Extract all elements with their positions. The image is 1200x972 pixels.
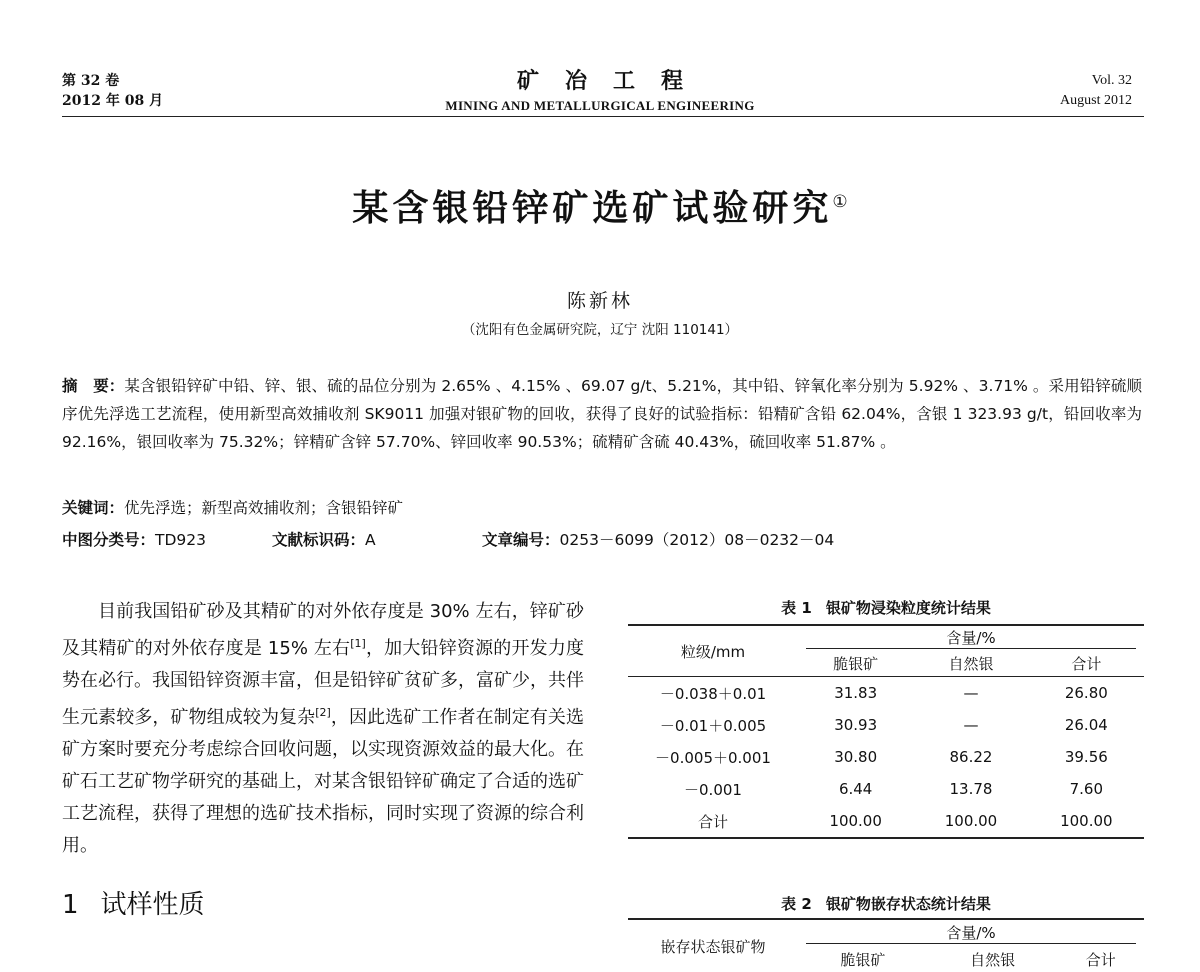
table1-col-header: 合计 [1071,654,1102,673]
header-rule [62,116,1144,117]
table2-title: 银矿物嵌存状态统计结果 [825,895,991,913]
table-cell: 100.00 [944,812,998,830]
keywords-label: 关键词： [62,499,125,517]
abstract-text: 某含银铅锌矿中铅、锌、银、硫的品位分别为 2.65% 、4.15% 、69.07 g/t、5.21%，其中铅、锌氧化率分别为 5.92% 、3.71% 。采用铅锌硫顺序优先浮选工艺流程，使用新型高效捕收剂 SK9011 加强对银矿物的回收，获得了良好的试验指标：铅精矿含铅 62.04%，含银 1 323.93 g/t，铅回收率为 92.16%，银回收率为 75.32%；锌精矿含锌 57.70%、锌回收率 90.53%；硫精矿含硫 40.43%，硫回收率 51.87% 。 [62,377,1142,451]
table1-group-header-label: 含量/% [806,627,1136,649]
table-row [628,805,1144,838]
table-cell: 合计 [697,812,728,831]
table-cell: — [963,684,979,702]
table-cell: 100.00 [829,812,882,830]
citation-1: [1] [350,637,366,650]
table-cell: 31.83 [834,684,878,702]
clc-value: TD923 [155,531,207,549]
header-center [0,68,1200,115]
table1-caption [628,597,1144,618]
table-cell: －0.01＋0.005 [659,716,767,735]
table1-col-header: 自然银 [948,654,994,673]
author-affiliation: （沈阳有色金属研究院，辽宁 沈阳 110141） [461,322,739,338]
author-name: 陈新林 [566,290,633,312]
section-title: 试样性质 [100,890,205,920]
table2 [628,918,1144,972]
table-cell: －0.001 [684,780,742,799]
table2-group-header [798,919,1144,946]
table-row [628,677,1144,710]
doc-code-label: 文献标识码： [272,531,366,549]
citation-2: [2] [315,706,331,719]
table-cell: 30.93 [834,716,878,734]
intro-text-b: ，加大铅锌资源的开发力度势在必行。我国铅锌资源丰富，但是铅锌矿贫矿多，富矿少，共伴生元素较多，矿物组成较为复杂 [62,638,584,728]
date-cn: 2012 年 08 月 [62,93,164,109]
header-right [1060,71,1132,111]
doc-code-value: A [365,531,376,549]
table1-col-header: 脆银矿 [833,654,879,673]
article-number-value: 0253－6099（2012）08－0232－04 [559,531,835,549]
table-cell: 26.04 [1064,716,1108,734]
table-cell: 100.00 [1060,812,1113,830]
article-number-label: 文章编号： [482,531,560,549]
keywords [62,496,403,518]
table1-group-header [798,625,1144,650]
intro-text-c: ，因此选矿工作者在制定有关选矿方案时要充分考虑综合回收问题，以实现资源效益的最大化。在矿石工艺矿物学研究的基础上，对某含银铅锌矿确定了合适的选矿工艺流程，获得了理想的选矿技术指标，同时实现了资源的综合利用。 [62,707,584,856]
table2-col-header: 脆银矿 [840,950,886,969]
journal-title-cn: 矿冶工程 [516,68,709,94]
article-title [0,180,1200,231]
table-cell: 30.80 [834,748,878,766]
intro-text-a: 目前我国铅矿砂及其精矿的对外依存度是 30% 左右，锌矿砂及其精矿的对外依存度是 15% 左右 [62,601,584,659]
table2-col-header: 自然银 [970,950,1016,969]
keywords-text: 优先浮选；新型高效捕收剂；含银铅锌矿 [124,499,404,517]
section-heading [62,884,205,921]
clc-label: 中图分类号： [62,531,156,549]
abstract [62,372,1142,456]
table2-group-header-label: 含量/% [806,922,1136,944]
table2-number: 表 2 [781,895,812,913]
table-cell: 13.78 [949,780,993,798]
table-cell: — [963,716,979,734]
table-row [628,709,1144,741]
table-cell: 39.56 [1064,748,1108,766]
table-row [628,773,1144,805]
classification-line [62,528,834,550]
table1-title: 银矿物浸染粒度统计结果 [825,599,991,617]
table-cell: 86.22 [949,748,993,766]
table1-row-header: 粒级/mm [628,625,798,677]
table-cell: 7.60 [1069,780,1104,798]
table2-row-header: 嵌存状态银矿物 [660,937,766,956]
volume-en: Vol. 32 [1091,73,1132,88]
table-cell: 6.44 [838,780,873,798]
abstract-label: 摘 要： [62,377,125,395]
intro-paragraph [62,596,584,862]
table-cell: 26.80 [1064,684,1108,702]
date-en: August 2012 [1060,93,1132,108]
volume-cn: 第 32 卷 [62,73,120,89]
article-title-text: 某含银铅锌矿选矿试验研究 [352,188,833,229]
table2-caption [628,893,1144,914]
table-cell: －0.005＋0.001 [655,748,771,767]
table-row [628,741,1144,773]
table1 [628,624,1144,839]
section-number: 1 [62,890,79,920]
journal-title-en: MINING AND METALLURGICAL ENGINEERING [445,98,755,113]
table-cell: －0.038＋0.01 [659,684,767,703]
table2-col-header: 合计 [1085,950,1116,969]
title-footnote-mark: ① [832,192,848,212]
table1-number: 表 1 [781,599,812,617]
